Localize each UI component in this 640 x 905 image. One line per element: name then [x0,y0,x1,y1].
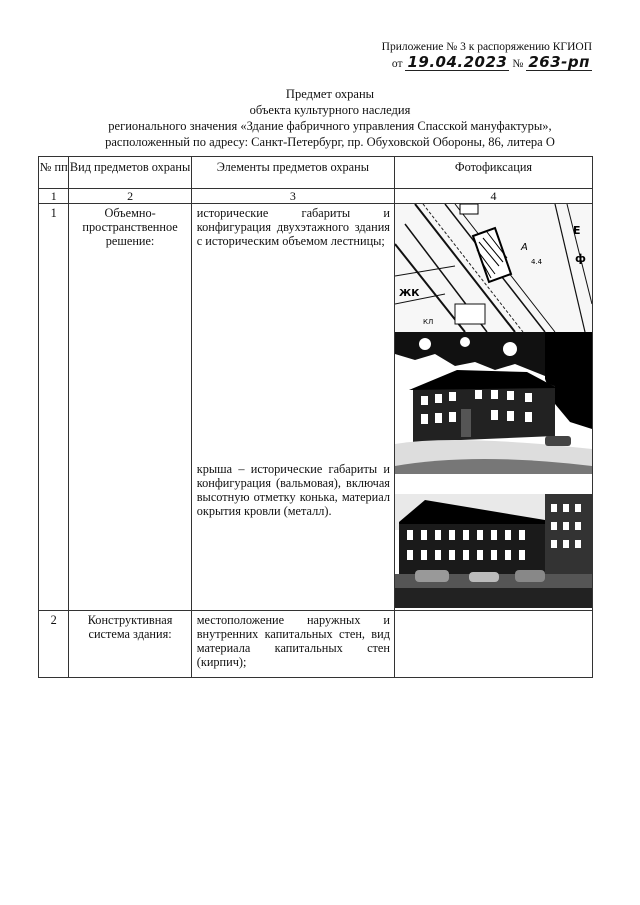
svg-text:Е: Е [572,224,581,237]
appendix-title: Приложение № 3 к распоряжению КГИОП [381,41,592,53]
row-1-elements [191,204,394,611]
photo-column [395,204,592,608]
cadastral-map-image [395,204,592,332]
row-2-photos [394,611,592,678]
row-1-element-1: исторические габариты и конфигурация двухэтажного здания с историческим объемом лестницы; [196,206,390,248]
order-reference [382,55,592,72]
header-row [39,157,593,189]
row-2-elements [191,611,394,678]
title-line-4: расположенный по адресу: Санкт-Петербург, пр. Обуховской Обороны, 86, литера О [105,135,555,149]
table-row [39,204,593,611]
title-line-2: объекта культурного наследия [249,103,411,117]
building-photo-2 [395,494,592,608]
col-number-2: 2 [69,189,191,204]
row-2-type: Конструктивная система здания: [69,611,191,678]
map-label-kl: КЛ [422,318,434,326]
row-2-element-1: местоположение наружных и внутренних капитальных стен, вид материала капитальных стен (кирпич); [196,613,390,669]
header-number: № пп [39,157,69,189]
order-number: 263-рп [528,53,590,71]
row-2-number: 2 [39,611,69,678]
title-line-3: регионального значения «Здание фабричного управления Спасской мануфактуры», [108,119,552,133]
svg-text:ф: ф [574,252,586,265]
col-number-3: 3 [191,189,394,204]
map-label-height: 4.4 [530,258,543,266]
map-label-zhk: ЖК [398,288,420,299]
title-line-1: Предмет охраны [285,87,375,101]
building-photo-1 [395,332,592,474]
order-date: 19.04.2023 [407,53,508,71]
header-type: Вид предметов охраны [69,157,191,189]
column-number-row [39,189,593,204]
from-label: от [391,58,403,70]
header-elements: Элементы предметов охраны [191,157,394,189]
protection-table [38,156,593,678]
document-title [60,86,600,150]
col-number-1: 1 [39,189,69,204]
table-row [39,611,593,678]
number-label: № [512,58,524,70]
appendix-header [382,40,592,72]
row-1-photos [394,204,592,611]
row-1-type: Объемно-пространственное решение: [69,204,191,611]
map-label-a: А [520,242,528,253]
row-1-number: 1 [39,204,69,611]
header-photo: Фотофиксация [394,157,592,189]
col-number-4: 4 [394,189,592,204]
row-1-element-2: крыша – исторические габариты и конфигурация (вальмовая), включая высотную отметку конька, материал окрытия кровли (металл). [196,462,390,518]
